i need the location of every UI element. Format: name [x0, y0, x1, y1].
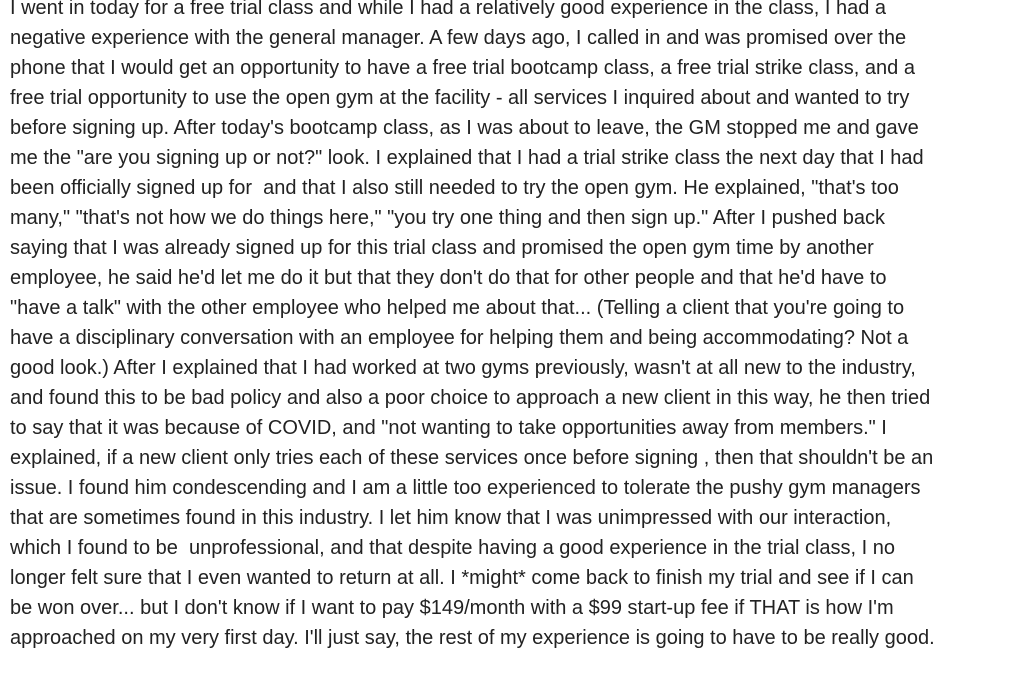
text-line: good look.) After I explained that I had worked at two gyms previously, wasn't at all new to the industry,: [10, 357, 916, 379]
text-line: employee, he said he'd let me do it but that they don't do that for other people and that he'd have to: [10, 267, 887, 289]
text-line: longer felt sure that I even wanted to return at all. I *might* come back to finish my trial and see if I can: [10, 567, 914, 589]
text-line: to say that it was because of COVID, and "not wanting to take opportunities away from members." I: [10, 417, 887, 439]
text-line: have a disciplinary conversation with an employee for helping them and being accommodating? Not a: [10, 327, 909, 349]
text-line: be won over... but I don't know if I want to pay $149/month with a $99 start-up fee if THAT is how I'm: [10, 597, 894, 619]
text-line: "have a talk" with the other employee who helped me about that... (Telling a client that you're going to: [10, 297, 905, 319]
text-line: which I found to be unprofessional, and that despite having a good experience in the trial class, I no: [10, 537, 896, 559]
text-line: I went in today for a free trial class and while I had a relatively good experience in the class, I had a: [10, 0, 887, 19]
text-line: issue. I found him condescending and I am a little too experienced to tolerate the pushy gym managers: [10, 477, 921, 499]
text-line: phone that I would get an opportunity to have a free trial bootcamp class, a free trial strike class, and a: [10, 57, 915, 79]
text-line: been officially signed up for and that I also still needed to try the open gym. He explained, "that's too: [10, 177, 899, 199]
text-line: before signing up. After today's bootcamp class, as I was about to leave, the GM stopped me and gave: [10, 117, 919, 139]
text-line: and found this to be bad policy and also a poor choice to approach a new client in this way, he then tried: [10, 387, 931, 409]
text-line: saying that I was already signed up for this trial class and promised the open gym time by another: [10, 237, 874, 259]
text-line: me the "are you signing up or not?" look. I explained that I had a trial strike class the next day that I had: [10, 147, 924, 169]
text-line: free trial opportunity to use the open gym at the facility - all services I inquired about and wanted to try: [10, 87, 910, 109]
text-line: that are sometimes found in this industry. I let him know that I was unimpressed with our interaction,: [10, 507, 892, 529]
review-text-block: [10, 0, 1020, 653]
text-line: many," "that's not how we do things here," "you try one thing and then sign up." After I pushed back: [10, 207, 886, 229]
text-line: explained, if a new client only tries each of these services once before signing , then that shouldn't be an: [10, 447, 934, 469]
text-line: approached on my very first day. I'll just say, the rest of my experience is going to have to be really good.: [10, 627, 935, 649]
text-line: negative experience with the general manager. A few days ago, I called in and was promised over the: [10, 27, 907, 49]
